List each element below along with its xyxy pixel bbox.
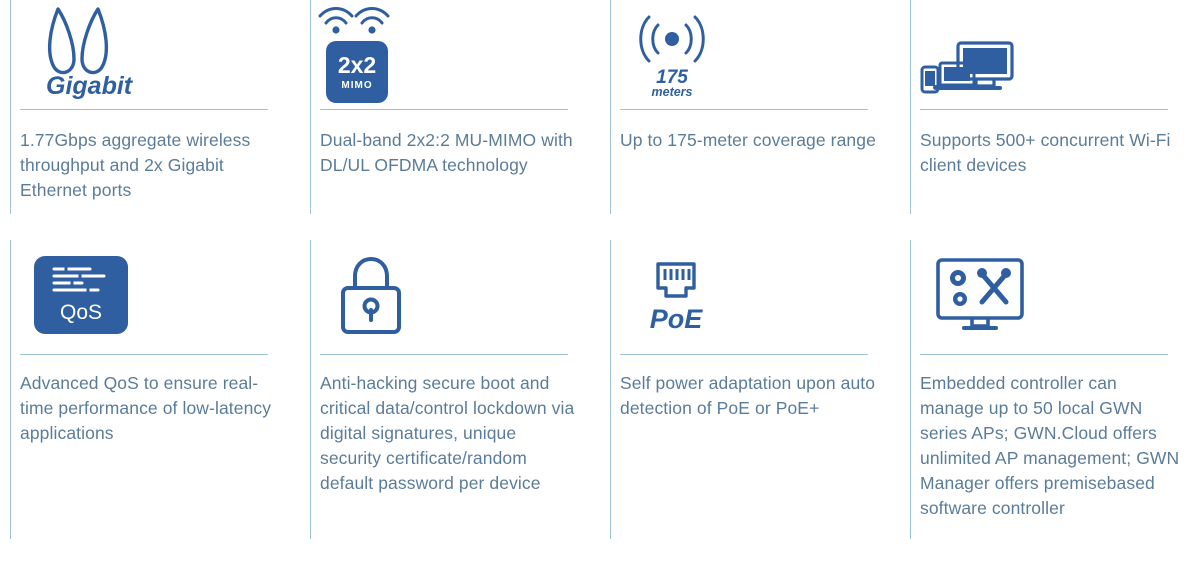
- icon-area: [920, 240, 1190, 350]
- feature-description: Supports 500+ concurrent Wi-Fi client devices: [920, 130, 1171, 175]
- icon-area: [620, 0, 890, 105]
- feature-card-mimo: [300, 0, 600, 240]
- icon-area: [320, 0, 590, 105]
- gigabit-antenna-icon: [20, 3, 150, 103]
- feature-card-poe: [600, 240, 900, 565]
- feature-card-gigabit: [0, 0, 300, 240]
- feature-card-qos: [0, 240, 300, 565]
- icon-area: [620, 240, 890, 350]
- feature-description: Advanced QoS to ensure real-time performance of low-latency applications: [20, 373, 272, 443]
- client-devices-icon: [920, 37, 1030, 103]
- feature-card-controller: [900, 240, 1200, 565]
- mimo-icon-label-primary: 2x2: [337, 51, 377, 78]
- feature-description: Anti-hacking secure boot and critical data/control lockdown via digital signatures, unique security certificate/random default password per device: [320, 373, 575, 493]
- controller-tools-icon: [930, 254, 1034, 336]
- icon-area: [20, 0, 290, 105]
- qos-icon-label: QoS: [59, 301, 103, 324]
- padlock-icon: [334, 252, 408, 338]
- feature-card-clients: [900, 0, 1200, 240]
- feature-description: Dual-band 2x2:2 MU-MIMO with DL/UL OFDMA technology: [320, 130, 573, 175]
- poe-ethernet-icon: [634, 258, 718, 333]
- qos-equalizer-icon: [34, 256, 128, 334]
- mimo-wifi-icon: [320, 5, 392, 103]
- feature-description: 1.77Gbps aggregate wireless throughput and 2x Gigabit Ethernet ports: [20, 130, 251, 200]
- coverage-icon-label-primary: 175: [656, 67, 688, 88]
- feature-card-coverage: [600, 0, 900, 240]
- icon-area: [20, 240, 290, 350]
- icon-area: [320, 240, 590, 350]
- feature-description: Up to 175-meter coverage range: [620, 130, 876, 150]
- gigabit-icon-label: Gigabit: [46, 72, 133, 100]
- feature-description: Embedded controller can manage up to 50 local GWN series APs; GWN.Cloud offers unlimited AP management; GWN Manager offers premisebased software controller: [920, 373, 1180, 518]
- coverage-range-icon: [620, 11, 730, 103]
- mimo-icon-label-secondary: MIMO: [341, 79, 373, 91]
- feature-description: Self power adaptation upon auto detection of PoE or PoE+: [620, 373, 876, 418]
- poe-icon-label: PoE: [649, 303, 703, 334]
- icon-area: [920, 0, 1190, 105]
- coverage-icon-label-secondary: meters: [651, 85, 693, 100]
- feature-card-security: [300, 240, 600, 565]
